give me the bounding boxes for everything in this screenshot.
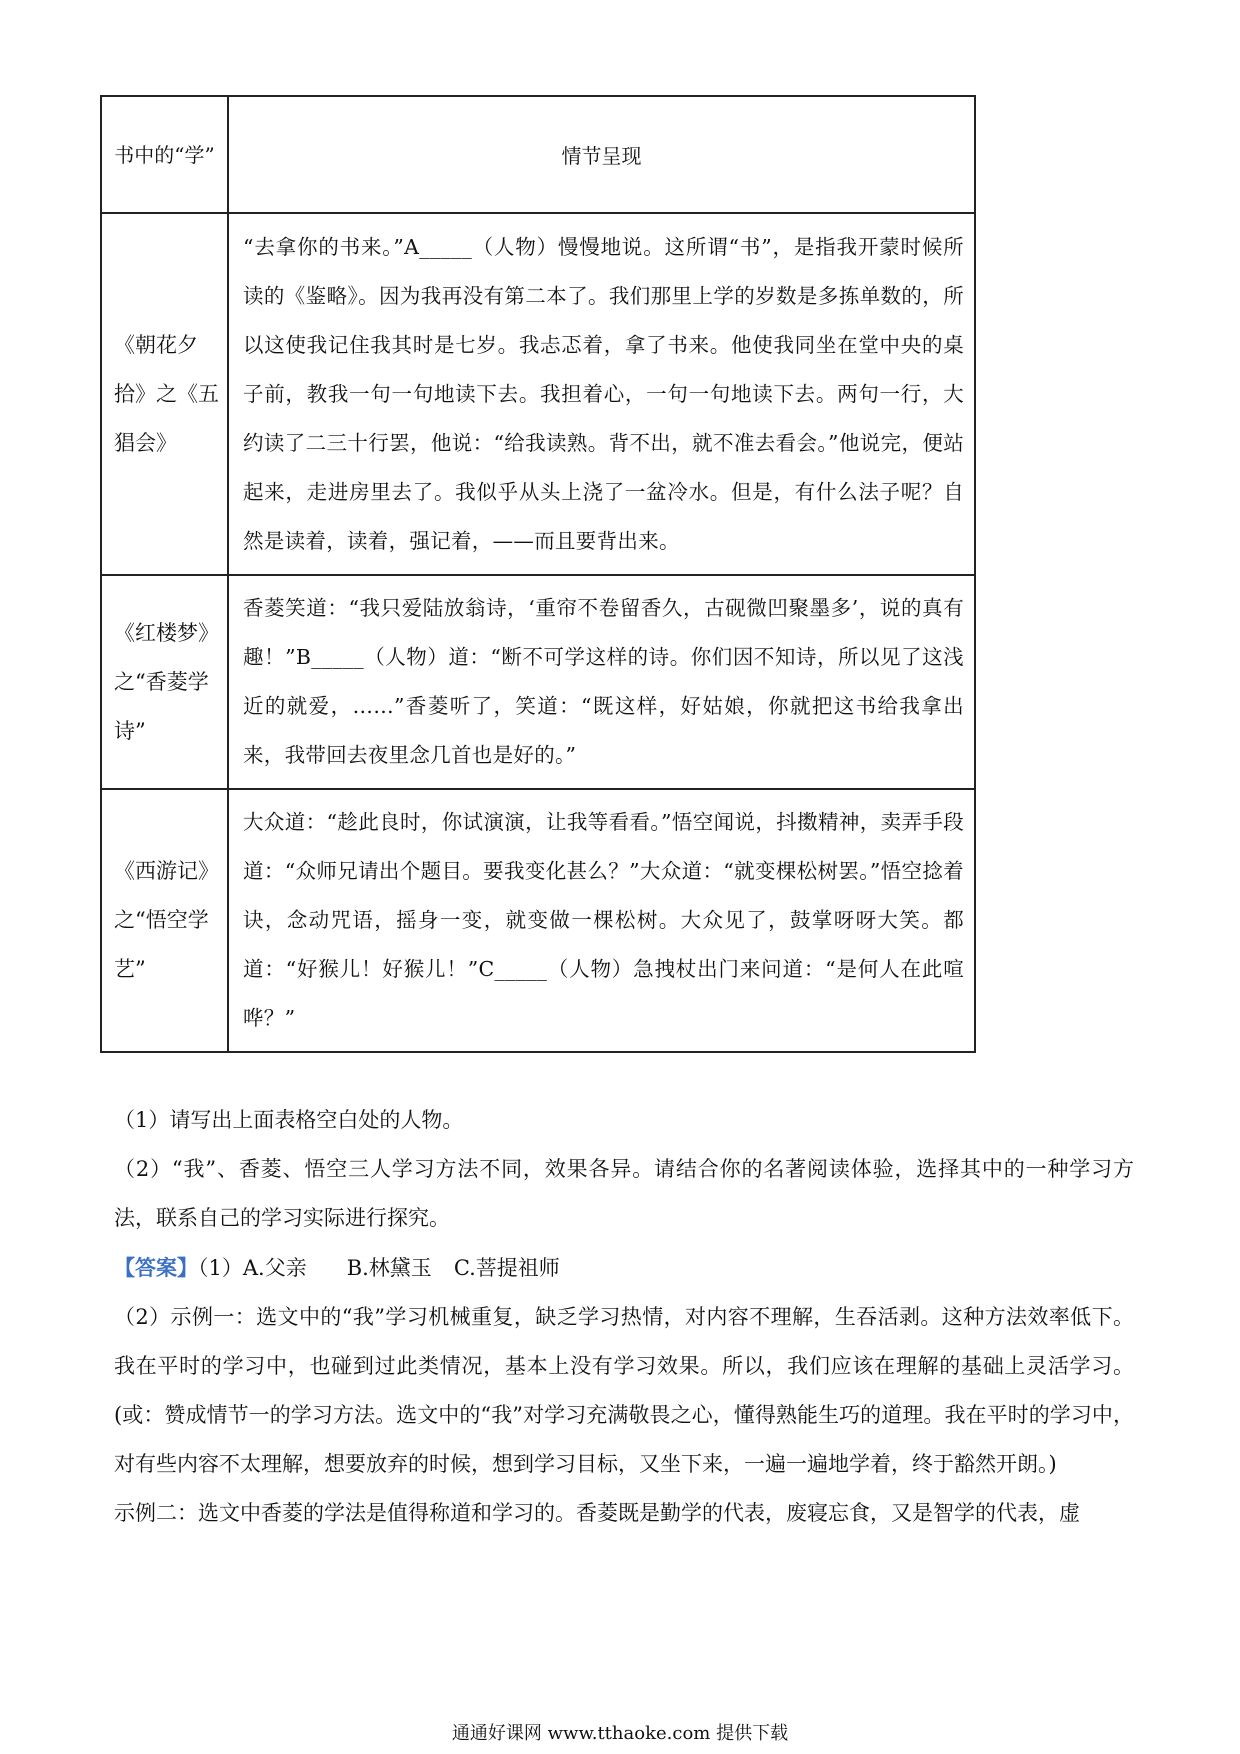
answer-2-example-2: 示例二：选文中香菱的学法是值得称道和学习的。香菱既是勤学的代表，废寝忘食，又是智学的代表，虚	[114, 1501, 1080, 1525]
reading-table	[100, 95, 976, 1053]
answer-1-b: B.林黛玉	[346, 1256, 432, 1280]
question-2: （2）“我”、香菱、悟空三人学习方法不同，效果各异。请结合你的名著阅读体验，选择其中的一种学习方法，联系自己的学习实际进行探究。	[114, 1157, 1134, 1230]
table-row	[101, 213, 975, 575]
book-title: 《红楼梦》之“香菱学诗”	[101, 575, 228, 789]
answer-1	[114, 1243, 1134, 1293]
plot-text: 香菱笑道：“我只爱陆放翁诗，‘重帘不卷留香久，古砚微凹聚墨多’，说的真有趣！”B_____（人物）道：“断不可学这样的诗。你们因不知诗，所以见了这浅近的就爱，……”香菱听了，笑道：“既这样，好姑娘，你就把这书给我拿出来，我带回去夜里念几首也是好的。”	[228, 575, 975, 789]
plot-text: 大众道：“趁此良时，你试演演，让我等看看。”悟空闻说，抖擞精神，卖弄手段道：“众师兄请出个题目。要我变化甚么？”大众道：“就变棵松树罢。”悟空捻着诀，念动咒语，摇身一变，就变做一棵松树。大众见了，鼓掌呀呀大笑。都道：“好猴儿！好猴儿！”C_____（人物）急拽杖出门来问道：“是何人在此喧哗？”	[228, 789, 975, 1052]
answer-1-c: C.菩提祖师	[453, 1256, 560, 1280]
plot-text: “去拿你的书来。”A_____（人物）慢慢地说。这所谓“书”，是指我开蒙时候所读的《鉴略》。因为我再没有第二本了。我们那里上学的岁数是多拣单数的，所以这使我记住我其时是七岁。我忐忑着，拿了书来。他使我同坐在堂中央的桌子前，教我一句一句地读下去。我担着心，一句一句地读下去。两句一行，大约读了二三十行罢，他说：“给我读熟。背不出，就不准去看会。”他说完，便站起来，走进房里去了。我似乎从头上浇了一盆冷水。但是，有什么法子呢？自然是读着，读着，强记着，——而且要背出来。	[228, 213, 975, 575]
page-footer: 通通好课网 www.tthaoke.com 提供下载	[451, 1723, 789, 1744]
question-1: （1）请写出上面表格空白处的人物。	[114, 1108, 464, 1132]
table-header-row	[101, 96, 975, 213]
answer-tag: 【答案】	[114, 1255, 198, 1280]
book-title: 《朝花夕拾》之《五猖会》	[101, 213, 228, 575]
answer-1-a: （1）A.父亲	[198, 1256, 307, 1280]
table-row	[101, 789, 975, 1052]
header-plot: 情节呈现	[228, 96, 975, 213]
questions-section	[114, 1096, 1134, 1538]
answer-2: （2）示例一：选文中的“我”学习机械重复，缺乏学习热情，对内容不理解，生吞活剥。这种方法效率低下。我在平时的学习中，也碰到过此类情况，基本上没有学习效果。所以，我们应该在理解的基础上灵活学习。(或：赞成情节一的学习方法。选文中的“我”对学习充满敬畏之心，懂得熟能生巧的道理。我在平时的学习中，对有些内容不太理解，想要放弃的时候，想到学习目标，又坐下来，一遍一遍地学着，终于豁然开朗。)	[114, 1305, 1134, 1476]
table-row	[101, 575, 975, 789]
header-book: 书中的“学”	[101, 96, 228, 213]
book-title: 《西游记》之“悟空学艺”	[101, 789, 228, 1052]
